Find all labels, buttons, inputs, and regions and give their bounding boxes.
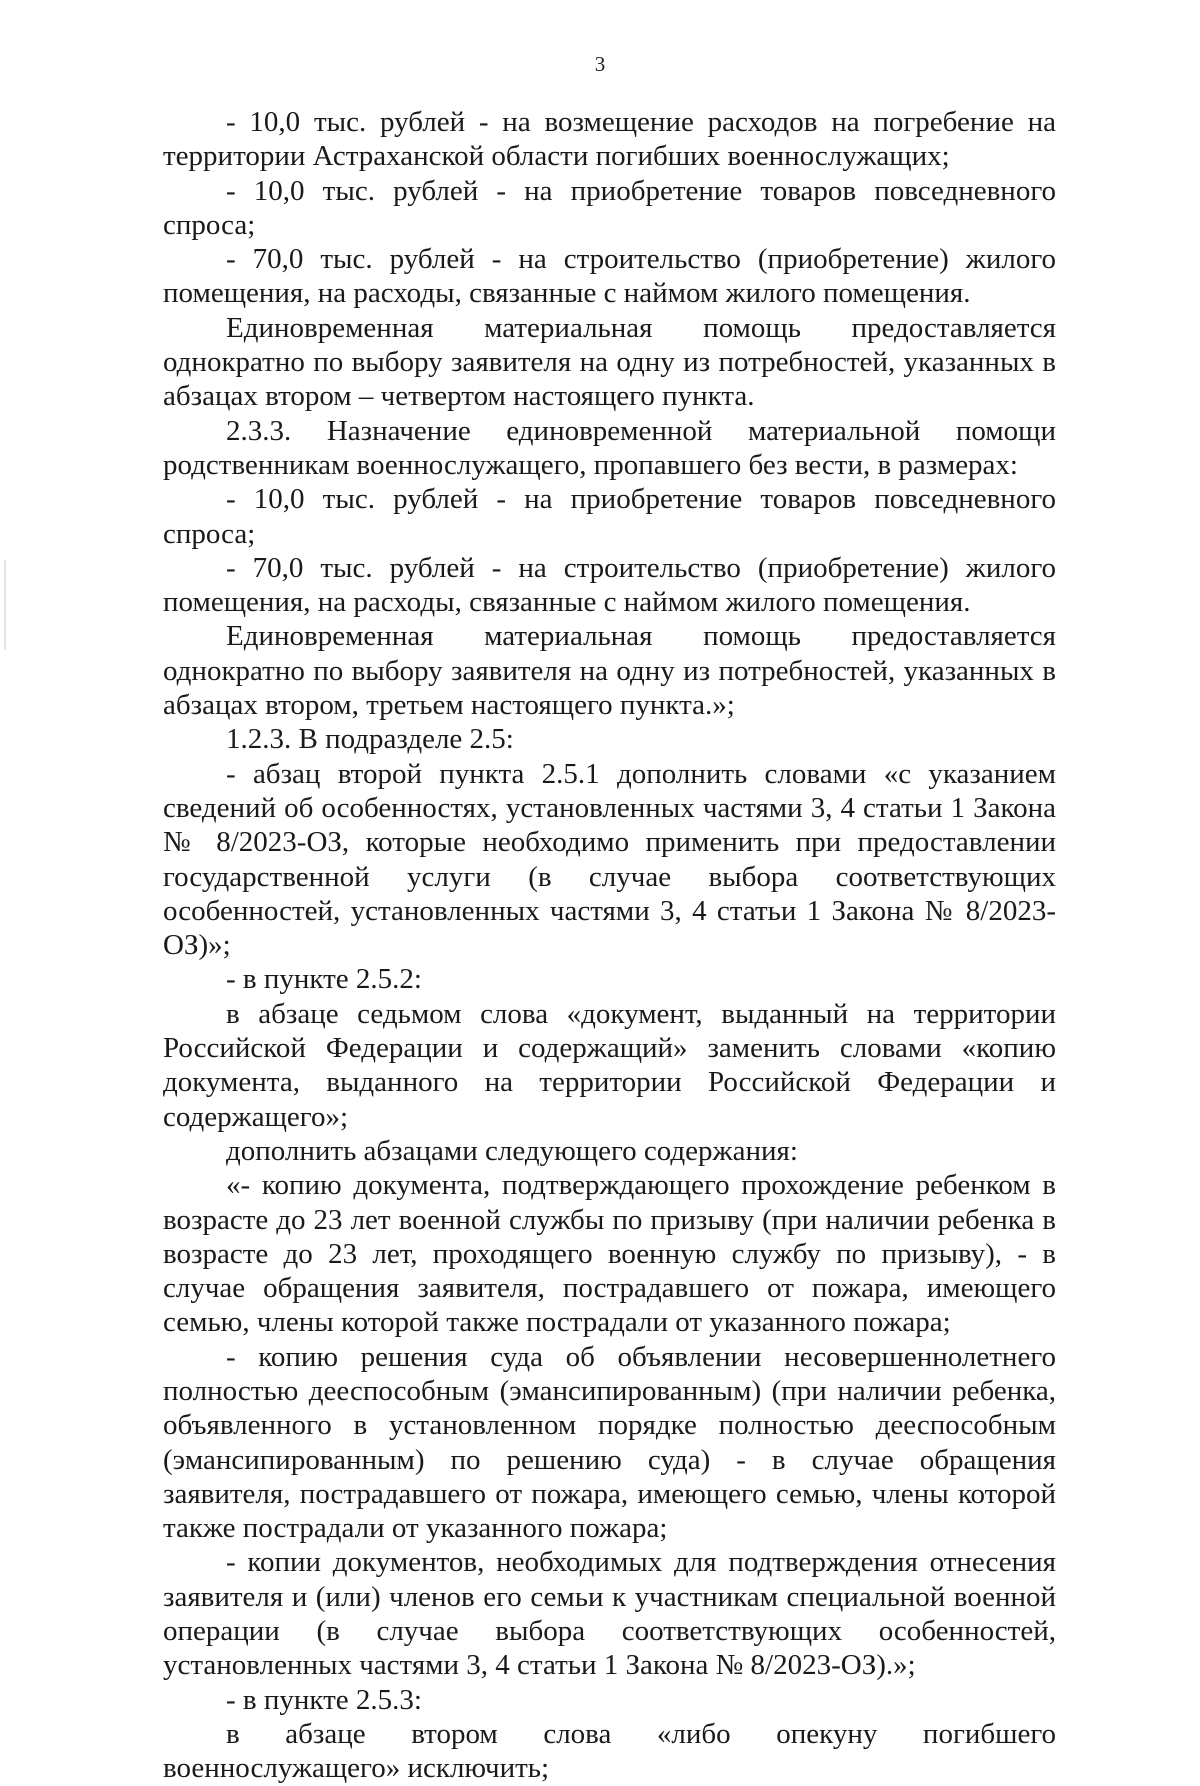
paragraph-exclude-guardian: в абзаце втором слова «либо опекуну погибшего военнослужащего» исключить; [163,1717,1056,1785]
paragraph-special-operation-documents: - копии документов, необходимых для подтверждения отнесения заявителя и (или) членов его семьи к участникам специальной военной операции (в случае выбора соответствующих особенностей, установленных частями 3, 4 статьи 1 Закона № 8/2023-ОЗ).»; [163,1546,1056,1682]
paragraph-military-service-document: «- копию документа, подтверждающего прохождение ребенком в возрасте до 23 лет военной службы по призыву (при наличии ребенка в возрасте до 23 лет, проходящего военную службу по призыву), - в случае обращения заявителя, пострадавшего от пожара, имеющего семью, члены которой также пострадали от указанного пожара; [163,1169,1056,1339]
paragraph-section-2-3-3: 2.3.3. Назначение единовременной материальной помощи родственникам военнослужащего, пропавшего без вести, в размерах: [163,414,1056,481]
paragraph-daily-goods-missing: - 10,0 тыс. рублей - на приобретение товаров повседневного спроса; [163,483,1056,550]
paragraph-court-decision-copy: - копию решения суда об объявлении несовершеннолетнего полностью дееспособным (эмансипированным) (при наличии ребенка, объявленного в установленном порядке полностью дееспособным (эмансипированным) по решению суда) - в случае обращения заявителя, пострадавшего от пожара, имеющего семью, члены которой также пострадали от указанного пожара; [163,1340,1056,1545]
document-body [163,105,1056,1786]
paragraph-one-time-aid-note: Единовременная материальная помощь предоставляется однократно по выбору заявителя на одну из потребностей, указанных в абзацах втором – четвертом настоящего пункта. [163,311,1056,413]
paragraph-daily-goods: - 10,0 тыс. рублей - на приобретение товаров повседневного спроса; [163,174,1056,241]
scan-edge-mark [4,560,6,650]
paragraph-seventh-paragraph-change: в абзаце седьмом слова «документ, выданный на территории Российской Федерации и содержащий» заменить словами «копию документа, выданного на территории Российской Федерации и содержащего»; [163,997,1056,1133]
page-number: 3 [594,52,606,76]
paragraph-one-time-aid-note-missing: Единовременная материальная помощь предоставляется однократно по выбору заявителя на одну из потребностей, указанных в абзацах втором, третьем настоящего пункта.»; [163,620,1056,722]
paragraph-burial-expenses: - 10,0 тыс. рублей - на возмещение расходов на погребение на территории Астраханской области погибших военнослужащих; [163,106,1056,173]
paragraph-housing: - 70,0 тыс. рублей - на строительство (приобретение) жилого помещения, на расходы, связанные с наймом жилого помещения. [163,243,1056,310]
paragraph-item-2-5-2: - в пункте 2.5.2: [226,963,422,996]
paragraph-housing-missing: - 70,0 тыс. рублей - на строительство (приобретение) жилого помещения, на расходы, связанные с наймом жилого помещения. [163,551,1056,619]
paragraph-subsection-2-5: 1.2.3. В подразделе 2.5: [226,723,514,756]
paragraph-item-2-5-3: - в пункте 2.5.3: [226,1683,422,1716]
paragraph-item-2-5-1: - абзац второй пункта 2.5.1 дополнить словами «с указанием сведений об особенностях, установленных частями 3, 4 статьи 1 Закона № 8/2023-ОЗ, которые необходимо применить при предоставлении государственной услуги (в случае выбора соответствующих особенностей, установленных частями 3, 4 статьи 1 Закона № 8/2023-ОЗ)»; [163,757,1056,962]
paragraph-add-paragraphs: дополнить абзацами следующего содержания: [226,1134,798,1167]
